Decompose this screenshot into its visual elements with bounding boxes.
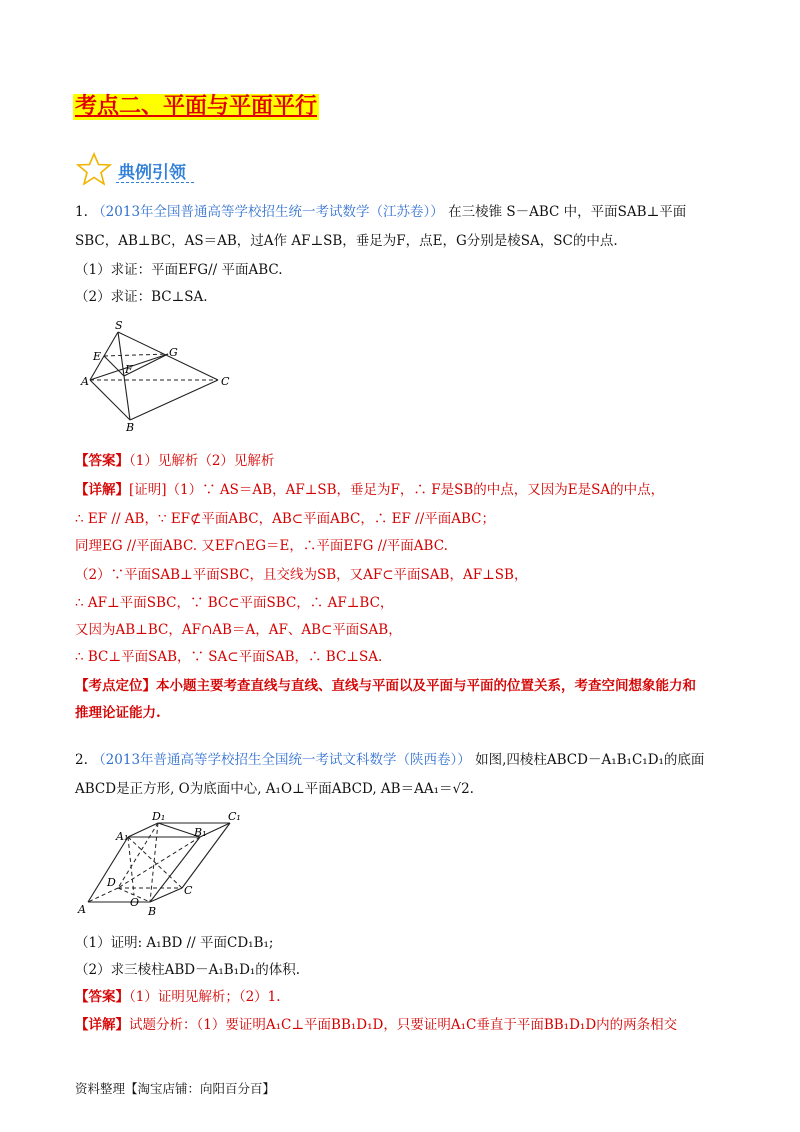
- q1-answer-tag: 【答案】: [75, 453, 129, 469]
- q1-source: （2013年全国普通高等学校招生统一考试数学（江苏卷））: [92, 204, 444, 220]
- q1-detail-line7: ∴ BC⊥平面SAB，∵ SA⊂平面SAB，∴ BC⊥SA.: [75, 649, 383, 665]
- q1-answer: （1）见解析（2）见解析: [129, 453, 275, 469]
- q2-part2: （2）求三棱柱ABD－A₁B₁D₁的体积.: [75, 962, 301, 978]
- q1-point-text1: 本小题主要考查直线与直线、直线与平面以及平面与平面的位置关系，考查空间想象能力和: [156, 678, 696, 694]
- q1-answer-line: [75, 452, 274, 470]
- q2-stem-line1: [75, 751, 704, 769]
- page-footer: 资料整理【淘宝店铺：向阳百分百】: [75, 1081, 276, 1096]
- q1-part2: （2）求证：BC⊥SA.: [75, 289, 208, 305]
- q2-label-o: O: [130, 896, 140, 909]
- q1-figure: [78, 318, 238, 437]
- q2-detail-text1: 试题分析：（1）要证明A₁C⊥平面BB₁D₁D，只要证明A₁C垂直于平面BB₁D₁D内的两条相交: [129, 1017, 678, 1033]
- q1-label-a: A: [81, 375, 89, 388]
- q1-detail-line1: [75, 481, 664, 499]
- q1-label-b: B: [126, 421, 135, 433]
- q2-label-c: C: [184, 884, 193, 897]
- q2-label-c1: C₁: [228, 810, 241, 823]
- q1-label-s: S: [115, 319, 123, 332]
- q1-label-g: G: [169, 346, 178, 359]
- q2-detail-line1: [75, 1016, 677, 1034]
- q2-label-b: B: [148, 905, 157, 918]
- q2-label-d: D: [107, 876, 116, 889]
- q1-detail-line2: ∴ EF // AB，∵ EF⊄平面ABC，AB⊂平面ABC，∴ EF //平面ABC；: [75, 511, 495, 527]
- q2-stem-line2: ABCD是正方形, O为底面中心, A₁O⊥平面ABCD, AB＝AA₁＝√2.: [75, 781, 474, 797]
- q1-stem-line2: SBC，AB⊥BC，AS＝AB，过A作 AF⊥SB，垂足为F，点E，G分别是棱SA，SC的中点.: [75, 233, 618, 249]
- q2-label-a: A: [78, 903, 86, 916]
- q2-number: 2.: [75, 752, 88, 768]
- q1-detail-line6: 又因为AB⊥BC，AF∩AB＝A，AF、AB⊂平面SAB，: [75, 622, 402, 638]
- q1-stem-text1: 在三棱锥 S－ABC 中，平面SAB⊥平面: [448, 204, 687, 220]
- section-underline: [116, 182, 194, 183]
- q2-answer-line: [75, 988, 281, 1006]
- q1-point-tag: 【考点定位】: [75, 678, 156, 694]
- q1-point-line1: [75, 677, 696, 695]
- q2-figure: [70, 810, 250, 924]
- q1-part1: （1）求证：平面EFG// 平面ABC.: [75, 262, 283, 278]
- q2-answer-tag: 【答案】: [75, 989, 129, 1005]
- section-label: 典例引领: [118, 163, 186, 183]
- page-title: 考点二、平面与平面平行: [75, 94, 318, 119]
- q1-label-c: C: [221, 375, 230, 388]
- q2-label-d1: D₁: [152, 810, 166, 823]
- q1-detail-line4: （2）∵平面SAB⊥平面SBC，且交线为SB，又AF⊂平面SAB，AF⊥SB，: [75, 567, 528, 583]
- q1-label-e: E: [93, 350, 102, 363]
- q1-detail-line5: ∴ AF⊥平面SBC，∵ BC⊂平面SBC，∴ AF⊥BC，: [75, 595, 394, 611]
- q1-detail-line3: 同理EG //平面ABC. 又EF∩EG＝E，∴平面EFG //平面ABC.: [75, 538, 448, 554]
- q2-part1: （1）证明: A₁BD // 平面CD₁B₁;: [75, 935, 274, 951]
- q1-point-line2: 推理论证能力.: [75, 705, 161, 721]
- q2-label-a1: A₁: [116, 830, 129, 843]
- q1-stem-line1: [75, 203, 686, 221]
- q2-label-b1: B₁: [194, 826, 207, 839]
- q1-detail-tag: 【详解】: [75, 482, 129, 498]
- q1-label-f: F: [125, 363, 133, 376]
- q2-source: （2013年普通高等学校招生全国统一考试文科数学（陕西卷））: [92, 752, 471, 768]
- star-icon: [76, 152, 112, 190]
- q1-number: 1.: [75, 204, 88, 220]
- q2-answer: （1）证明见解析；（2）1.: [129, 989, 281, 1005]
- q1-detail-text1: [证明]（1）∵ AS＝AB，AF⊥SB，垂足为F，∴ F是SB的中点，又因为E是SA的中点，: [129, 482, 665, 498]
- q2-detail-tag: 【详解】: [75, 1017, 129, 1033]
- q2-stem-text1: 如图,四棱柱ABCD－A₁B₁C₁D₁的底面: [475, 752, 705, 768]
